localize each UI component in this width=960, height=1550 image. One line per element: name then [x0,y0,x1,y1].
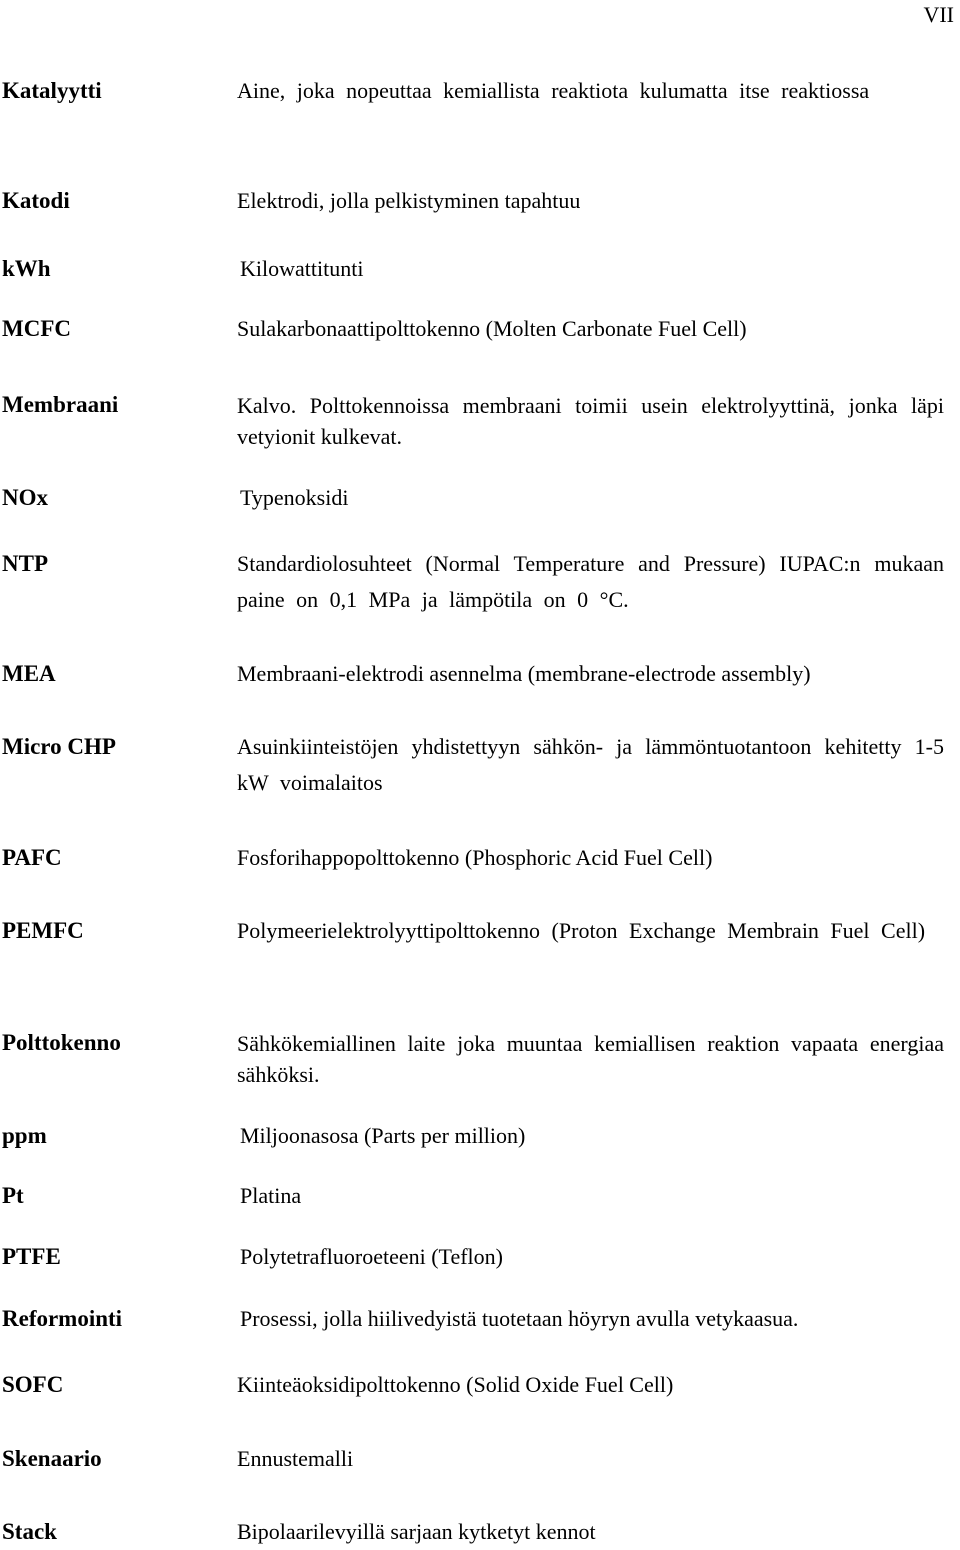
glossary-definition: Membraani-elektrodi asennelma (membrane-electrode assembly) [237,661,811,686]
page-number: VII [923,2,954,27]
glossary-term: kWh [2,256,51,281]
glossary-definition: Asuinkiinteistöjen yhdistettyyn sähkön- ja lämmöntuotantoon kehitetty 1-5 kW voimalaitos [237,734,944,795]
glossary-definition: Sulakarbonaattipolttokenno (Molten Carbonate Fuel Cell) [237,316,747,341]
glossary-definition: Aine, joka nopeuttaa kemiallista reaktiota kulumatta itse reaktiossa [237,78,870,103]
glossary-term: Stack [2,1519,57,1544]
glossary-term: NTP [2,551,48,576]
glossary-term: NOx [2,485,48,510]
glossary-term: PTFE [2,1244,61,1269]
glossary-definition: Polytetrafluoroeteeni (Teflon) [240,1244,503,1269]
glossary-term: MCFC [2,316,71,341]
glossary-definition: Kiinteäoksidipolttokenno (Solid Oxide Fuel Cell) [237,1372,674,1397]
glossary-term: Polttokenno [2,1030,121,1055]
glossary-definition: Platina [240,1183,302,1208]
glossary-definition: Fosforihappopolttokenno (Phosphoric Acid Fuel Cell) [237,845,713,870]
glossary-term: Micro CHP [2,734,116,759]
glossary-definition: Sähkökemiallinen laite joka muuntaa kemiallisen reaktion vapaata energiaa sähköksi. [237,1031,944,1087]
glossary-term: Katalyytti [2,78,102,103]
glossary-term: ppm [2,1123,47,1148]
glossary-definition: Kilowattitunti [240,256,364,281]
glossary-term: Skenaario [2,1446,102,1471]
glossary-term: MEA [2,661,56,686]
glossary-definition: Kalvo. Polttokennoissa membraani toimii usein elektrolyyttinä, jonka läpi vetyionit kulkevat. [237,393,944,449]
glossary-definition: Prosessi, jolla hiilivedyistä tuotetaan höyryn avulla vetykaasua. [240,1306,799,1331]
glossary-definition: Bipolaarilevyillä sarjaan kytketyt kennot [237,1519,596,1544]
glossary-definition: Elektrodi, jolla pelkistyminen tapahtuu [237,188,581,213]
glossary-term: Katodi [2,188,70,213]
glossary-term: SOFC [2,1372,64,1397]
glossary-definition: Typenoksidi [240,485,349,510]
glossary-term: Membraani [2,392,119,417]
glossary-definition: Miljoonasosa (Parts per million) [240,1123,526,1148]
glossary-term: Reformointi [2,1306,123,1331]
glossary-term: PEMFC [2,918,84,943]
glossary-definition: Ennustemalli [237,1446,354,1471]
glossary-term: Pt [2,1183,24,1208]
glossary-definition: Standardiolosuhteet (Normal Temperature and Pressure) IUPAC:n mukaan paine on 0,1 MPa ja lämpötila on 0 °C. [237,551,944,612]
glossary-term: PAFC [2,845,62,870]
glossary-definition: Polymeerielektrolyyttipolttokenno (Proton Exchange Membrain Fuel Cell) [237,918,926,943]
